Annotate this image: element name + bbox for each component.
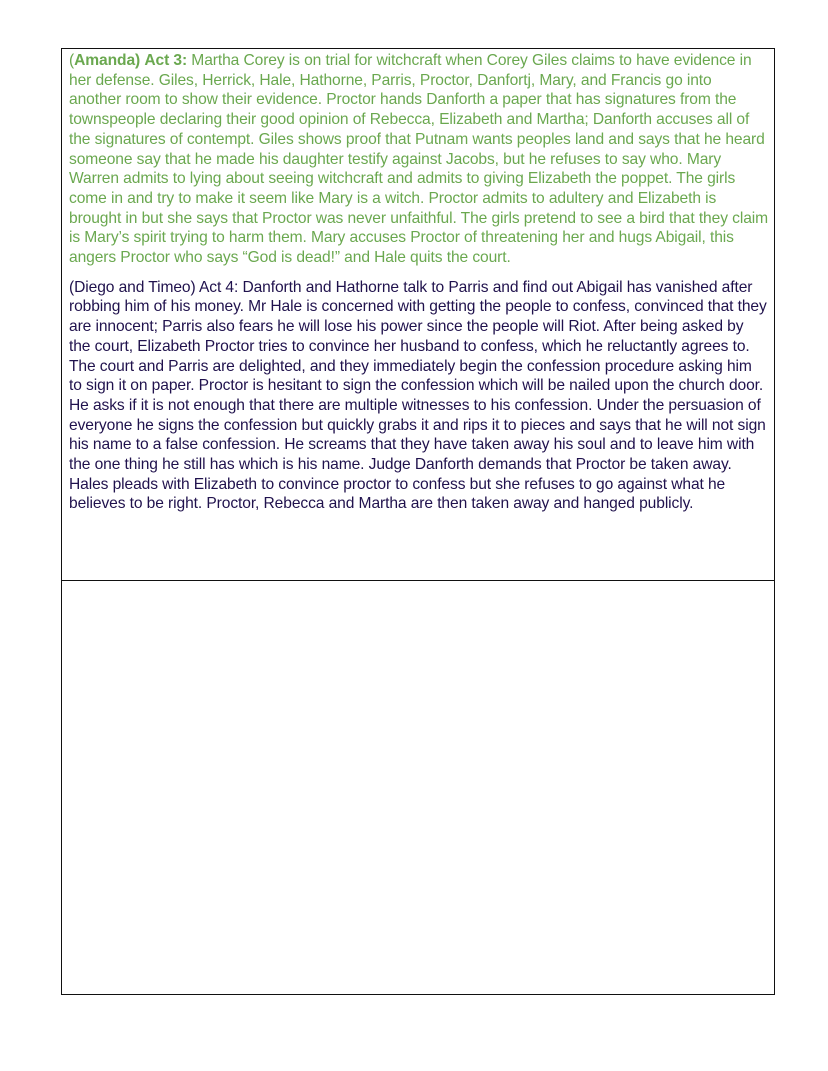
act3-paragraph [69, 51, 768, 268]
act3-author: Amanda) [74, 52, 141, 69]
summary-table [61, 48, 775, 995]
summary-cell [62, 49, 774, 581]
empty-cell [62, 581, 774, 994]
act3-label: Act 3: [144, 52, 188, 69]
act4-paragraph: (Diego and Timeo) Act 4: Danforth and Hathorne talk to Parris and find out Abigail has vanished after robbing him of his money. Mr Hale is concerned with getting the people to confess, convinced that they are innocent; Parris also fears he will lose his power since the people will Riot. After being asked by the court, Elizabeth Proctor tries to convince her husband to confess, which he reluctantly agrees to. The court and Parris are delighted, and they immediately begin the confession procedure asking him to sign it on paper. Proctor is hesitant to sign the confession which will be nailed upon the church door. He asks if it is not enough that there are multiple witnesses to his confession. Under the persuasion of everyone he signs the confession but quickly grabs it and rips it to pieces and says that he will not sign his name to a false confession. He screams that they have taken away his soul and to leave him with the one thing he still has which is his name. Judge Danforth demands that Proctor be taken away. Hales pleads with Elizabeth to convince proctor to confess but she refuses to go against what he believes to be right. Proctor, Rebecca and Martha are then taken away and hanged publicly. [69, 278, 767, 513]
act3-open-paren: ( [69, 52, 75, 69]
act3-text: Martha Corey is on trial for witchcraft when Corey Giles claims to have evidence in her defense. Giles, Herrick, Hale, Hathorne, Parris, Proctor, Danfortj, Mary, and Francis go into another room to show their evidence. Proctor hands Danforth a paper that has signatures from the townspeople declaring their good opinion of Rebecca, Elizabeth and Martha; Danforth accuses all of the signatures of contempt. Giles shows proof that Putnam wants peoples land and says that he heard someone say that he made his daughter testify against Jacobs, but he refuses to say who. Mary Warren admits to lying about seeing witchcraft and admits to giving Elizabeth the poppet. The girls come in and try to make it seem like Mary is a witch. Proctor admits to adultery and Elizabeth is brought in but she says that Proctor was never unfaithful. The girls pretend to see a bird that they claim is Mary’s spirit trying to harm them. Mary accuses Proctor of threatening her and hugs Abigail, this angers Proctor who says “God is dead!” and Hale quits the court. [69, 52, 769, 267]
